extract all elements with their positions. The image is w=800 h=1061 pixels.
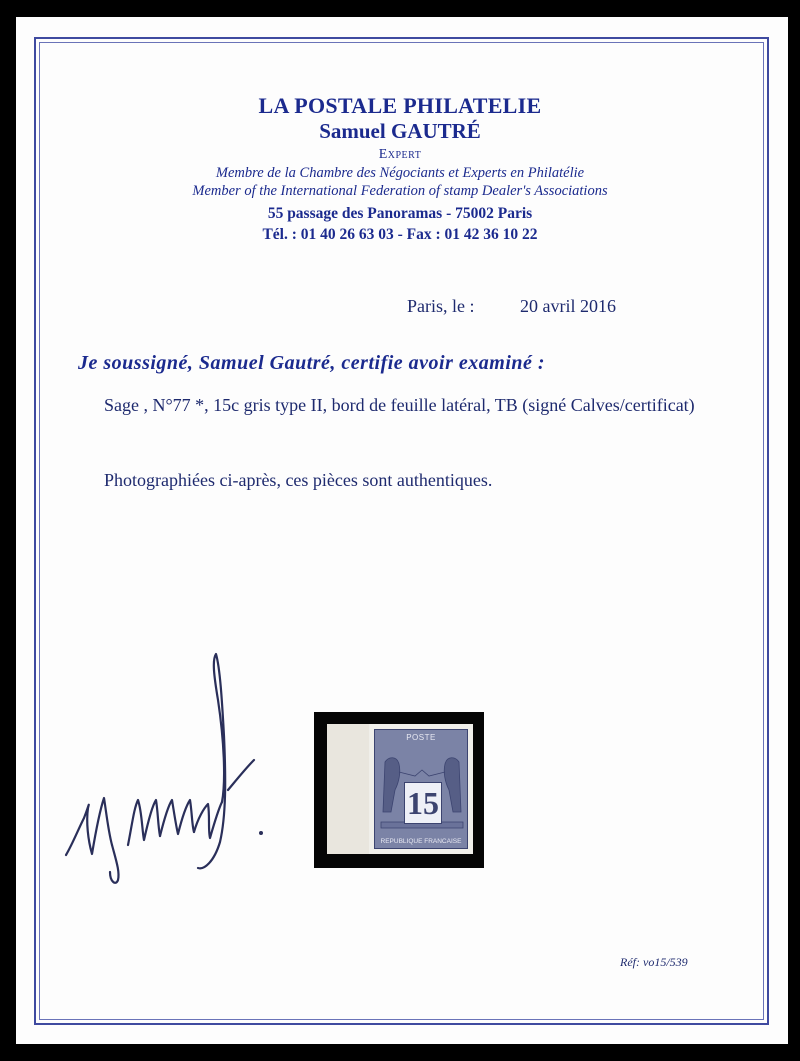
stamp-poste-text: POSTE	[406, 733, 436, 742]
phone-fax-line: Tél. : 01 40 26 63 03 - Fax : 01 42 36 10 22	[262, 226, 538, 243]
stamp-country-text: REPUBLIQUE FRANCAISE	[380, 838, 462, 845]
stamp-description: Sage , N°77 *, 15c gris type II, bord de feuille latéral, TB (signé Calves/certificat)	[104, 395, 695, 415]
stamp-image	[374, 729, 468, 849]
membership-french: Membre de la Chambre des Négociants et Experts en Philatélie	[215, 165, 585, 181]
membership-english: Member of the International Federation of stamp Dealer's Associations	[192, 183, 608, 199]
handwritten-signature	[58, 640, 288, 890]
certification-statement: Je soussigné, Samuel Gautré, certifie avoir examiné :	[78, 352, 546, 374]
company-name: LA POSTALE PHILATELIE	[258, 93, 542, 118]
expert-name: Samuel GAUTRÉ	[319, 119, 481, 143]
address-line: 55 passage des Panoramas - 75002 Paris	[267, 205, 533, 222]
stamp-face-value: 15	[404, 782, 442, 824]
date-value: 20 avril 2016	[520, 296, 616, 316]
reference-number: Réf: vo15/539	[620, 955, 688, 969]
authenticity-note: Photographiées ci-après, ces pièces sont authentiques.	[104, 470, 493, 490]
sheet-margin	[327, 724, 369, 854]
expert-title: Expert	[378, 147, 422, 162]
date-label: Paris, le :	[407, 296, 475, 316]
